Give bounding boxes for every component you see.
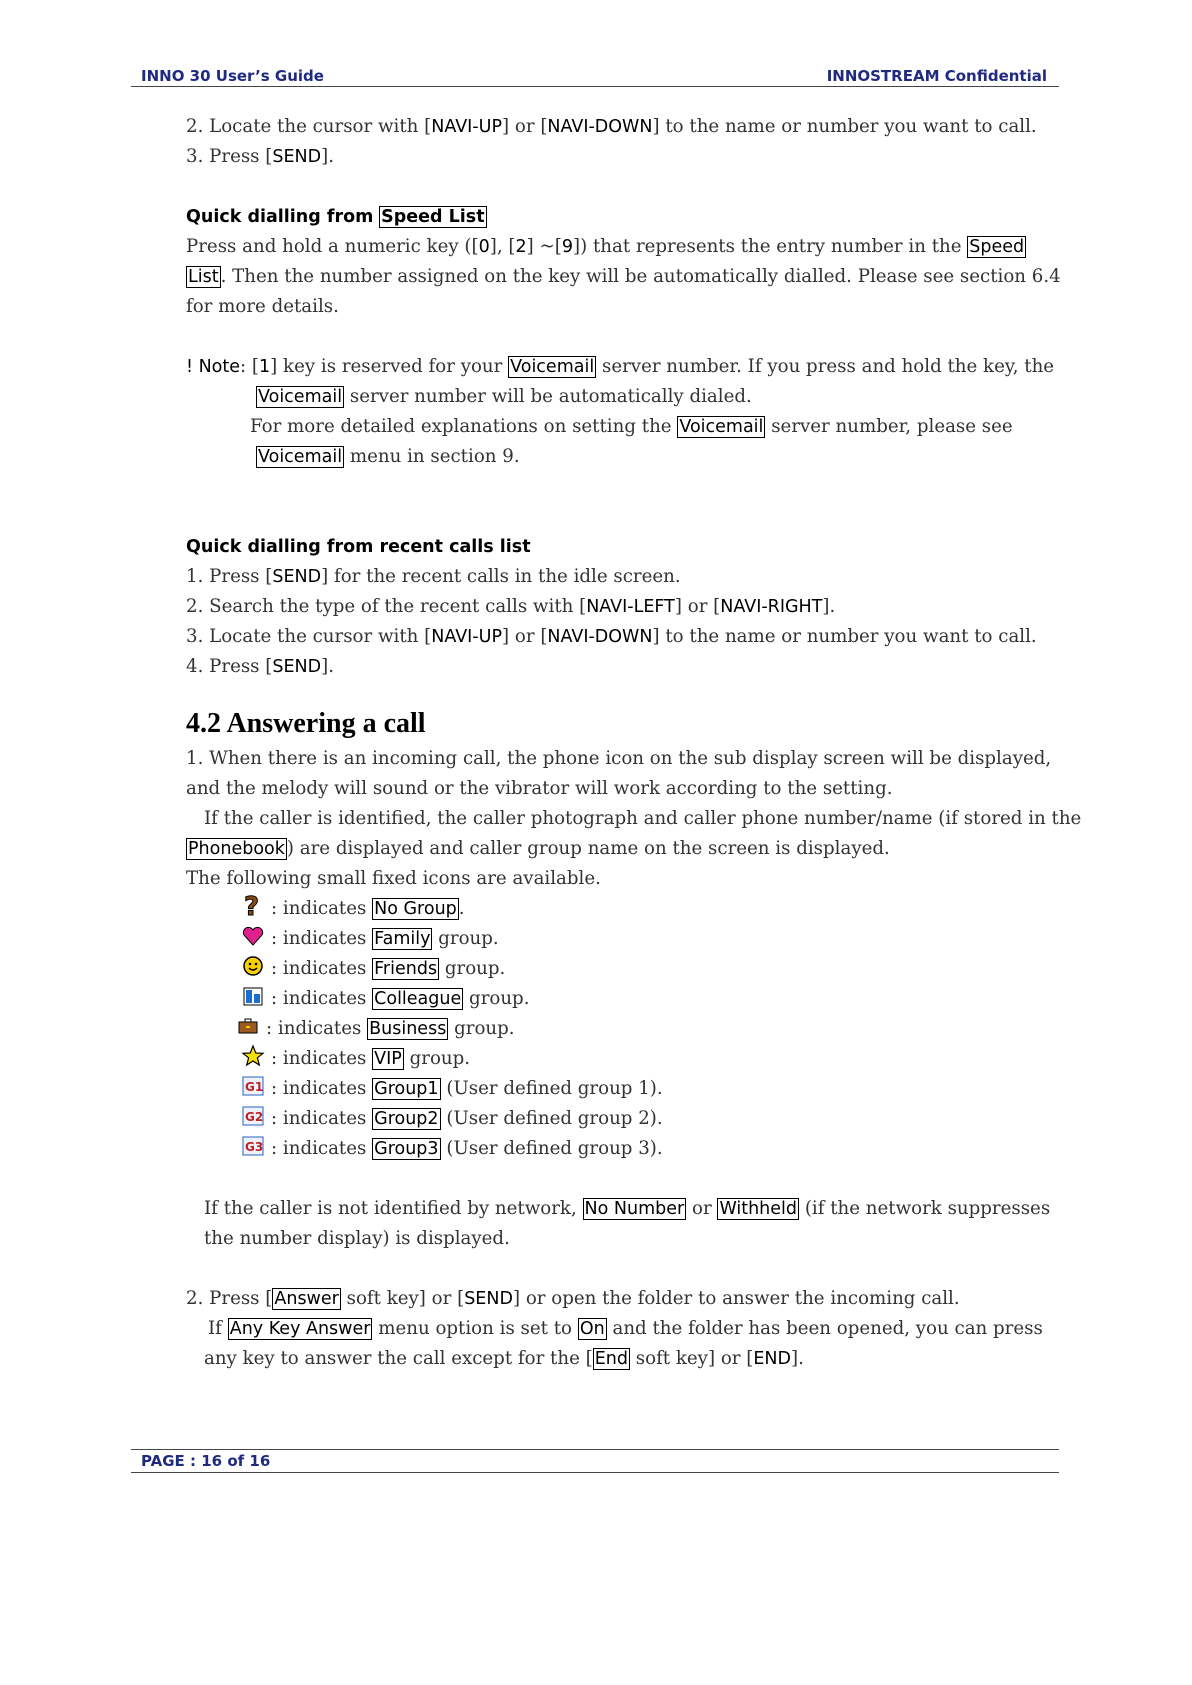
icon-row: G3 : indicates Group3 (User defined group 3). xyxy=(186,1134,1066,1164)
smiley-icon xyxy=(241,954,265,978)
step-line: 2. Search the type of the recent calls with [NAVI-LEFT] or [NAVI-RIGHT]. xyxy=(186,596,836,617)
note-line: Voicemail server number will be automatically dialed. xyxy=(258,386,752,407)
question-icon xyxy=(241,894,265,918)
icon-row: G1 : indicates Group1 (User defined group 1). xyxy=(186,1074,1066,1104)
header-confidential: INNOSTREAM Confidential xyxy=(826,67,1047,85)
paragraph-line: If the caller is not identified by network, No Number or Withheld (if the network suppresses xyxy=(204,1198,1051,1219)
g2-icon xyxy=(241,1104,265,1128)
step-line: 2. Locate the cursor with [NAVI-UP] or [NAVI-DOWN] to the name or number you want to call. xyxy=(186,116,1037,137)
building-icon xyxy=(241,984,265,1008)
paragraph-line: and the melody will sound or the vibrator will work according to the setting. xyxy=(186,778,893,799)
page-number: PAGE : 16 of 16 xyxy=(141,1452,271,1470)
page-header xyxy=(131,66,1059,87)
icon-row: : indicates Friends group. xyxy=(186,954,1066,984)
section-heading: 4.2 Answering a call xyxy=(186,708,426,739)
paragraph-line: the number display) is displayed. xyxy=(204,1228,510,1249)
document-body xyxy=(186,112,1082,1374)
g1-icon xyxy=(241,1074,265,1098)
icon-row: ? : indicates No Group . xyxy=(186,894,1066,924)
star-icon xyxy=(241,1044,265,1068)
subheading-speed-list: Quick dialling from Speed List xyxy=(186,207,485,227)
icon-row: G2 : indicates Group2 (User defined group 2). xyxy=(186,1104,1066,1134)
paragraph-line: for more details. xyxy=(186,296,339,317)
icon-row: : indicates Family group. xyxy=(186,924,1066,954)
step-line: 3. Locate the cursor with [NAVI-UP] or [NAVI-DOWN] to the name or number you want to call. xyxy=(186,626,1037,647)
paragraph-line: The following small fixed icons are available. xyxy=(186,868,601,889)
icon-row: : indicates VIP group. xyxy=(186,1044,1066,1074)
note-line: For more detailed explanations on setting the Voicemail server number, please see xyxy=(250,416,1013,437)
paragraph-line: Press and hold a numeric key ([0], [2] ~[9]) that represents the entry number in the Speed xyxy=(186,236,1025,257)
note-line: ! Note: [1] key is reserved for your Voicemail server number. If you press and hold the key, the xyxy=(186,356,1055,377)
svg-text:G2: G2 xyxy=(245,1110,264,1124)
step-line: 4. Press [SEND]. xyxy=(186,656,334,677)
svg-text:G3: G3 xyxy=(245,1140,264,1154)
step-line: 1. Press [SEND] for the recent calls in the idle screen. xyxy=(186,566,681,587)
note-line: Voicemail menu in section 9. xyxy=(258,446,520,467)
header-title: INNO 30 User’s Guide xyxy=(141,67,324,85)
page-footer xyxy=(131,1449,1059,1473)
step-line: any key to answer the call except for the [ End soft key] or [END]. xyxy=(204,1348,804,1369)
step-line: 3. Press [SEND]. xyxy=(186,146,334,167)
step-line: If Any Key Answer menu option is set to On and the folder has been opened, you can press xyxy=(208,1318,1043,1339)
svg-text:G1: G1 xyxy=(245,1080,264,1094)
paragraph-line: List . Then the number assigned on the key will be automatically dialled. Please see section 6.4 xyxy=(188,266,1061,287)
paragraph-line: If the caller is identified, the caller photograph and caller phone number/name (if stored in the xyxy=(204,808,1082,829)
subheading-recent-calls: Quick dialling from recent calls list xyxy=(186,537,531,557)
g3-icon xyxy=(241,1134,265,1158)
paragraph-line: Phonebook ) are displayed and caller group name on the screen is displayed. xyxy=(188,838,890,859)
svg-text:?: ? xyxy=(244,894,260,918)
icon-row: : indicates Colleague group. xyxy=(186,984,1066,1014)
briefcase-icon xyxy=(236,1014,260,1038)
paragraph-line: 1. When there is an incoming call, the phone icon on the sub display screen will be displayed, xyxy=(186,748,1052,769)
icon-row: : indicates Business group. xyxy=(186,1014,1066,1044)
step-line: 2. Press [ Answer soft key] or [SEND] or open the folder to answer the incoming call. xyxy=(186,1288,960,1309)
heart-icon xyxy=(241,924,265,948)
